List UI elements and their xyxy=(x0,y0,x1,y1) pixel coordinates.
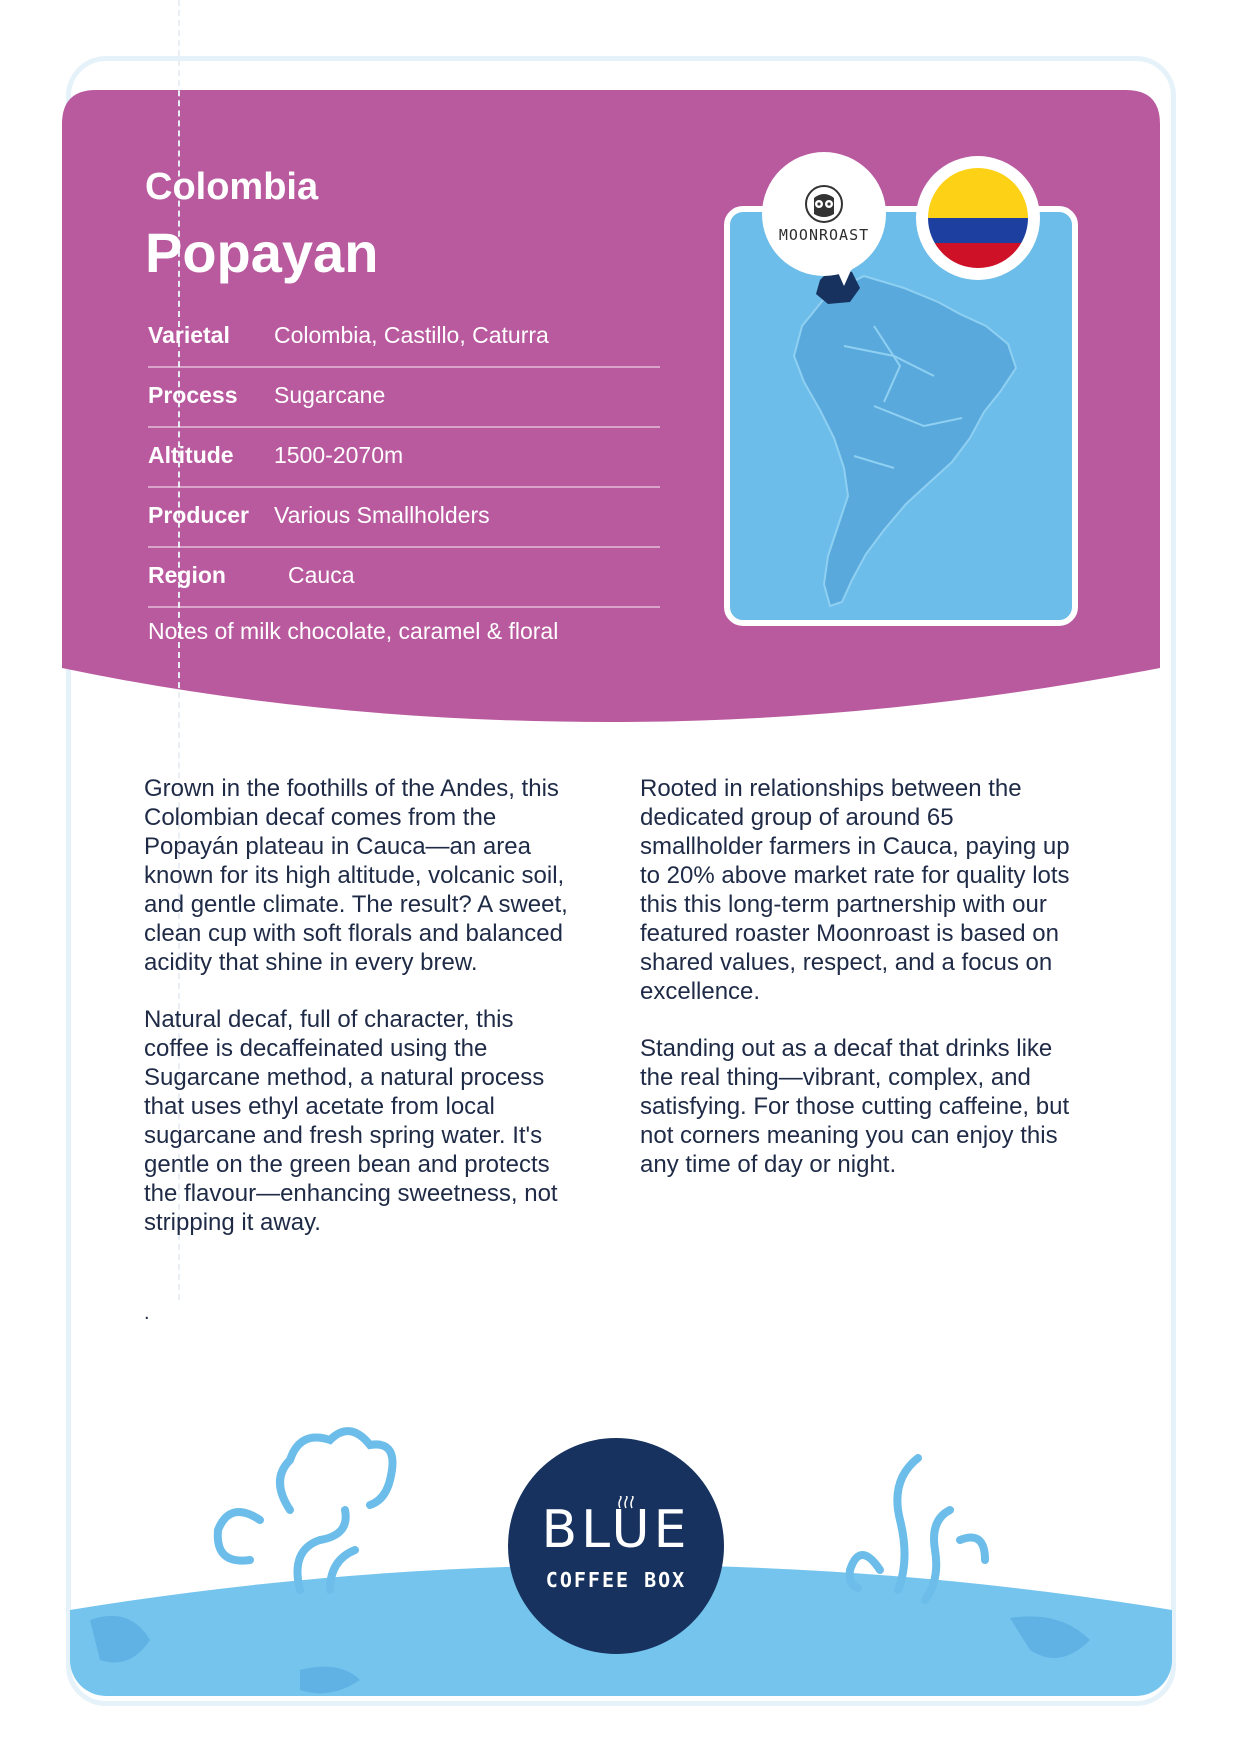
colombia-flag-icon xyxy=(928,168,1028,268)
logo-wordmark: BLUE xyxy=(541,1500,691,1560)
spec-label: Altitude xyxy=(148,442,234,468)
spec-value: Cauca xyxy=(288,562,355,588)
body-paragraph: Natural decaf, full of character, this coffee is decaffeinated using the Sugarcane method, a natural process that uses ethyl acetate from local sugarcane and fresh spring water. It's gentle on the green bean and protects the flavour—enhancing sweetness, not stripping it away. xyxy=(144,1006,558,1236)
stray-mark: . xyxy=(144,1302,150,1324)
body-paragraph: Rooted in relationships between the dedicated group of around 65 smallholder farmers in Cauca, paying up to 20% above market rate for quality lots this this long-term partnership with our featured roaster Moonroast is based on shared values, respect, and a focus on excellence. xyxy=(640,775,1070,1005)
body-column-left xyxy=(144,774,584,1265)
coffee-name: Popayan xyxy=(145,221,379,284)
spec-row-region xyxy=(148,548,660,608)
flag-badge xyxy=(916,156,1040,280)
spec-table xyxy=(148,308,660,608)
spec-label: Varietal xyxy=(148,322,230,348)
owl-icon xyxy=(804,184,844,224)
tasting-notes: Notes of milk chocolate, caramel & floral xyxy=(148,618,559,644)
spec-row-altitude xyxy=(148,428,660,488)
blue-coffee-box-logo xyxy=(508,1438,724,1654)
body-paragraph: Standing out as a decaf that drinks like the real thing—vibrant, complex, and satisfying. For those cutting caffeine, but not corners meaning you can enjoy this any time of day or night. xyxy=(640,1035,1070,1178)
spec-label: Process xyxy=(148,382,238,408)
spec-label: Producer xyxy=(148,502,249,528)
logo-subtitle: COFFEE BOX xyxy=(545,1568,687,1592)
body-paragraph: Grown in the foothills of the Andes, this Colombian decaf comes from the Popayán plateau in Cauca—an area known for its high altitude, volcanic soil, and gentle climate. The result? A sweet, clean cup with soft florals and balanced acidity that shine in every brew. xyxy=(144,775,568,976)
spec-value: Colombia, Castillo, Caturra xyxy=(274,322,549,348)
spec-row-producer xyxy=(148,488,660,548)
steam-left-icon xyxy=(218,1431,393,1590)
spec-row-varietal xyxy=(148,308,660,368)
spec-row-process xyxy=(148,368,660,428)
steam-icon xyxy=(616,1496,636,1510)
south-america-map-icon xyxy=(724,206,1078,626)
spec-label: Region xyxy=(148,562,226,588)
body-column-right xyxy=(640,774,1080,1207)
origin-country: Colombia xyxy=(145,166,319,208)
spec-value: Various Smallholders xyxy=(274,502,490,528)
spec-value: 1500-2070m xyxy=(274,442,404,468)
roaster-badge xyxy=(762,152,886,276)
roaster-name: MOONROAST xyxy=(778,226,870,244)
spec-value: Sugarcane xyxy=(274,382,386,408)
